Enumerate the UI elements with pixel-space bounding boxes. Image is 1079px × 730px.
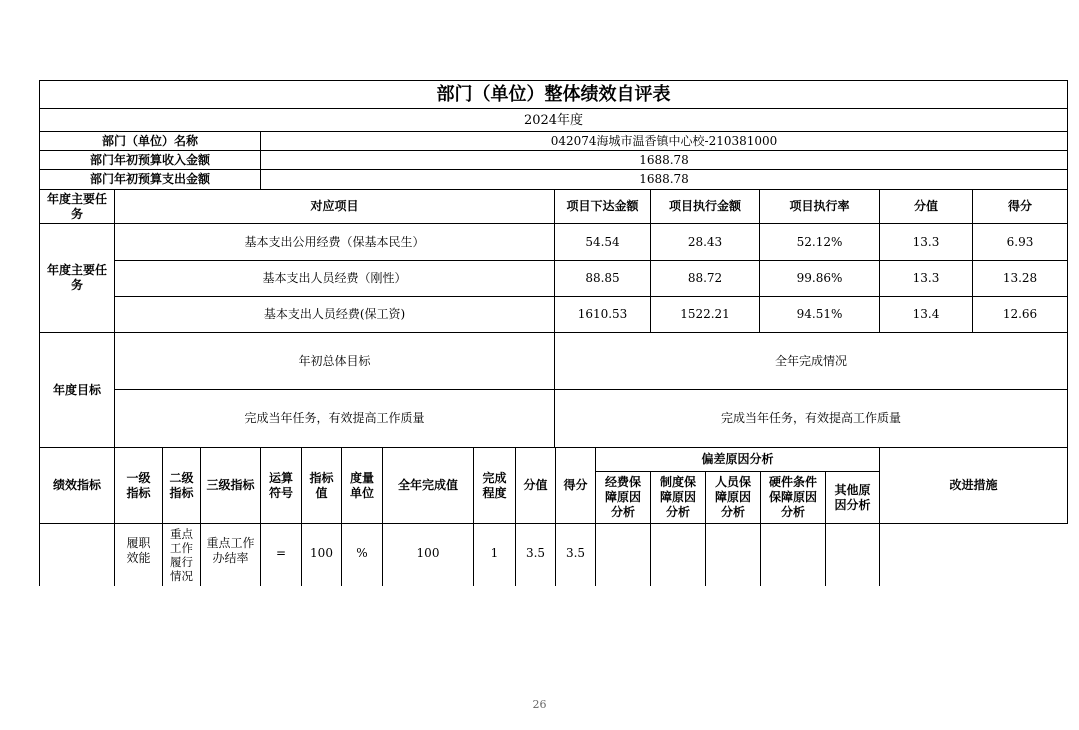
ind-weight: 3.5 [516,524,556,586]
task-project: 基本支出人员经费（刚性） [115,261,555,297]
year-label: 2024年度 [40,109,1068,132]
tasks-header: 分值 [880,190,973,224]
task-score: 12.66 [973,297,1068,333]
ind-header-dev-hardware: 硬件条件保障原因分析 [761,472,826,524]
task-issued: 88.85 [555,261,651,297]
ind-annual: 100 [383,524,474,586]
ind-header-value: 指标值 [302,448,342,524]
info-value: 1688.78 [261,170,1068,190]
ind-level3: 重点工作办结率 [201,524,261,586]
task-score: 6.93 [973,224,1068,261]
tasks-header: 项目执行率 [760,190,880,224]
table-title: 部门（单位）整体绩效自评表 [40,81,1068,109]
ind-dev-other [826,524,880,586]
indicator-left-blank [40,524,115,586]
ind-dev-system [651,524,706,586]
goals-label: 年度目标 [40,333,115,448]
task-executed: 1522.21 [651,297,760,333]
ind-operator: = [261,524,302,586]
page-number: 26 [532,698,547,711]
ind-header-improve: 改进措施 [880,448,1068,524]
task-rate: 94.51% [760,297,880,333]
info-label: 部门（单位）名称 [40,132,261,151]
goals-left: 完成当年任务，有效提高工作质量 [115,390,555,448]
task-project: 基本支出公用经费（保基本民生） [115,224,555,261]
ind-header-level2: 二级指标 [163,448,201,524]
tasks-group-label: 年度主要任务 [40,224,115,333]
ind-header-score: 得分 [556,448,596,524]
ind-header-deviation: 偏差原因分析 [596,448,880,472]
ind-level1: 履职效能 [115,524,163,586]
ind-header-degree: 完成程度 [474,448,516,524]
performance-table [39,80,1068,586]
task-rate: 99.86% [760,261,880,297]
task-rate: 52.12% [760,224,880,261]
ind-value: 100 [302,524,342,586]
ind-header-dev-system: 制度保障原因分析 [651,472,706,524]
ind-header-dev-staff: 人员保障原因分析 [706,472,761,524]
ind-header-level1: 一级指标 [115,448,163,524]
ind-header-unit: 度量单位 [342,448,383,524]
ind-unit: % [342,524,383,586]
ind-header-level3: 三级指标 [201,448,261,524]
ind-dev-hardware [761,524,826,586]
task-project: 基本支出人员经费(保工资) [115,297,555,333]
ind-score: 3.5 [556,524,596,586]
task-executed: 28.43 [651,224,760,261]
task-weight: 13.3 [880,261,973,297]
task-weight: 13.3 [880,224,973,261]
ind-dev-funding [596,524,651,586]
task-issued: 54.54 [555,224,651,261]
task-weight: 13.4 [880,297,973,333]
goals-head-left: 年初总体目标 [115,333,555,390]
info-value: 1688.78 [261,151,1068,170]
goals-right: 完成当年任务，有效提高工作质量 [555,390,1068,448]
tasks-header: 项目下达金额 [555,190,651,224]
info-value: 042074海城市温香镇中心校-210381000 [261,132,1068,151]
info-label: 部门年初预算支出金额 [40,170,261,190]
tasks-header: 对应项目 [115,190,555,224]
ind-improve [880,524,1068,586]
tasks-header: 得分 [973,190,1068,224]
info-label: 部门年初预算收入金额 [40,151,261,170]
ind-header-dev-other: 其他原因分析 [826,472,880,524]
task-executed: 88.72 [651,261,760,297]
task-issued: 1610.53 [555,297,651,333]
indicators-label: 绩效指标 [40,448,115,524]
ind-header-dev-funding: 经费保障原因分析 [596,472,651,524]
tasks-header: 项目执行金额 [651,190,760,224]
tasks-row-label: 年度主要任务 [40,190,115,224]
task-score: 13.28 [973,261,1068,297]
ind-header-weight: 分值 [516,448,556,524]
ind-header-operator: 运算符号 [261,448,302,524]
ind-header-annual: 全年完成值 [383,448,474,524]
ind-level2: 重点工作履行情况 [163,524,201,586]
ind-dev-staff [706,524,761,586]
ind-degree: 1 [474,524,516,586]
goals-head-right: 全年完成情况 [555,333,1068,390]
